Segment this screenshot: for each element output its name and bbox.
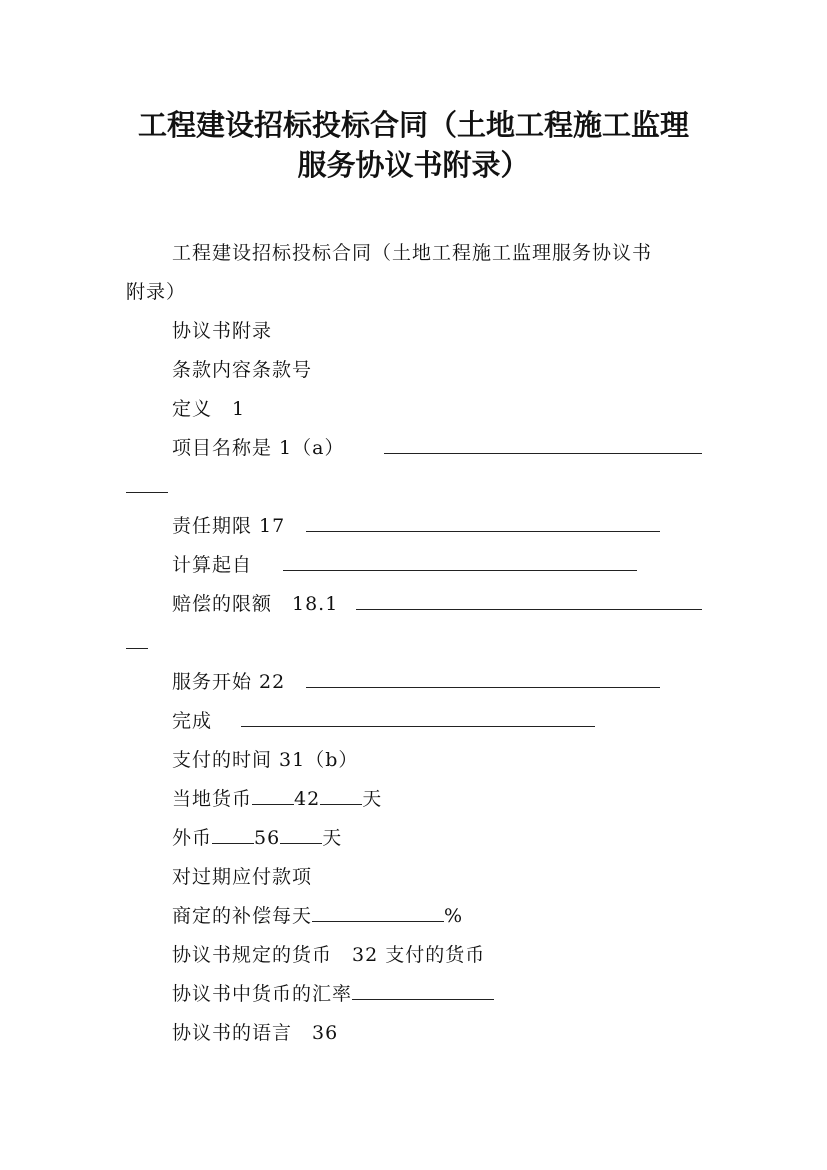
foreign-currency-unit: 天 bbox=[322, 827, 343, 849]
foreign-currency-label: 外币 bbox=[172, 827, 213, 849]
agreed-compensation-label: 商定的补偿每天 bbox=[172, 905, 313, 927]
foreign-currency-line bbox=[172, 825, 342, 851]
local-currency-unit: 天 bbox=[362, 788, 383, 810]
service-start-label: 服务开始 22 bbox=[172, 671, 286, 693]
project-name-blank bbox=[384, 435, 702, 454]
foreign-currency-blank-before bbox=[212, 825, 254, 844]
clause-header: 条款内容条款号 bbox=[172, 359, 313, 381]
exchange-rate-label: 协议书中货币的汇率 bbox=[172, 983, 353, 1005]
service-start-line bbox=[172, 669, 660, 695]
document-title-line-2: 服务协议书附录） bbox=[297, 148, 530, 182]
project-name-blank-continued bbox=[126, 474, 168, 500]
appendix-heading: 协议书附录 bbox=[172, 320, 273, 342]
compensation-limit-blank bbox=[356, 591, 702, 610]
definition-line: 定义 1 bbox=[172, 398, 246, 420]
liability-period-line bbox=[172, 513, 660, 539]
calc-from-label: 计算起自 bbox=[172, 554, 253, 576]
project-name-label: 项目名称是 1（a） bbox=[172, 437, 345, 459]
calc-from-blank bbox=[283, 552, 637, 571]
calc-from-line bbox=[172, 552, 637, 578]
exchange-rate-blank bbox=[352, 981, 494, 1000]
project-name-line bbox=[172, 435, 702, 461]
completion-line bbox=[172, 708, 595, 734]
local-currency-blank-before bbox=[252, 786, 294, 805]
liability-period-label: 责任期限 17 bbox=[172, 515, 286, 537]
currency-specified-line: 协议书规定的货币 32 支付的货币 bbox=[172, 944, 486, 966]
completion-label: 完成 bbox=[172, 710, 213, 732]
completion-blank bbox=[241, 708, 595, 727]
compensation-limit-label: 赔偿的限额 18.1 bbox=[172, 593, 339, 615]
agreed-compensation-unit: % bbox=[444, 905, 464, 927]
compensation-limit-line bbox=[172, 591, 702, 617]
intro-line-2: 附录） bbox=[126, 281, 187, 303]
liability-period-blank bbox=[306, 513, 660, 532]
intro-line-1: 工程建设招标投标合同（土地工程施工监理服务协议书 bbox=[172, 242, 653, 264]
local-currency-days: 42 bbox=[294, 788, 321, 810]
foreign-currency-blank-after bbox=[280, 825, 322, 844]
overdue-line: 对过期应付款项 bbox=[172, 866, 313, 888]
language-line: 协议书的语言 36 bbox=[172, 1022, 339, 1044]
local-currency-line bbox=[172, 786, 382, 812]
project-name-blank-tail bbox=[126, 474, 168, 493]
agreed-compensation-line bbox=[172, 903, 463, 929]
compensation-limit-blank-continued bbox=[126, 630, 148, 656]
service-start-blank bbox=[306, 669, 660, 688]
foreign-currency-days: 56 bbox=[254, 827, 281, 849]
agreed-compensation-blank bbox=[312, 903, 444, 922]
local-currency-label: 当地货币 bbox=[172, 788, 253, 810]
exchange-rate-line bbox=[172, 981, 494, 1007]
document-title-line-1: 工程建设招标投标合同（土地工程施工监理 bbox=[137, 108, 689, 142]
payment-time-line: 支付的时间 31（b） bbox=[172, 749, 359, 771]
compensation-limit-blank-tail bbox=[126, 630, 148, 649]
local-currency-blank-after bbox=[320, 786, 362, 805]
